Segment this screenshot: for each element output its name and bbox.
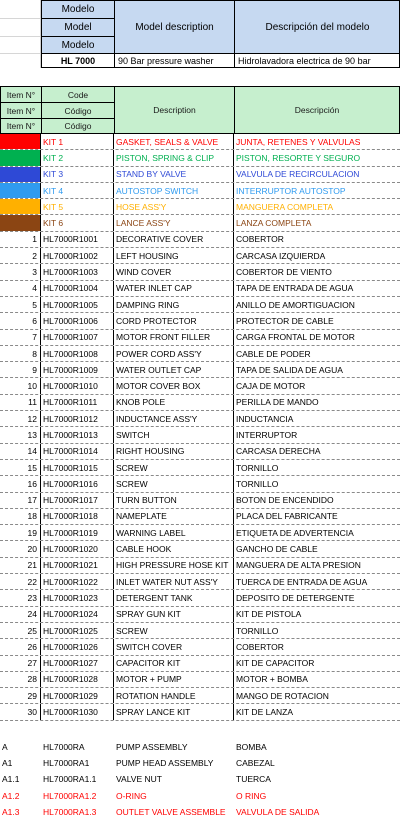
item-no-header: Item N° (0, 86, 42, 103)
assembly-code: HL7000RA1.1 (43, 774, 97, 785)
item-number: 9 (0, 362, 41, 377)
table-row (0, 558, 400, 574)
kit-item-cell (0, 183, 41, 198)
part-description-es: TAPA DE ENTRADA DE AGUA (236, 283, 354, 294)
assembly-code: HL7000RA (43, 741, 85, 752)
model-description-es-header: Descripción del modelo (265, 22, 370, 33)
spacer-row (0, 721, 400, 739)
table-row (0, 232, 400, 248)
part-description-es: KIT DE CAPACITOR (236, 658, 315, 669)
column-header (0, 86, 400, 134)
table-row (0, 281, 400, 297)
kit-description-es: PISTON, RESORTE Y SEGURO (236, 152, 361, 163)
table-row (0, 541, 400, 557)
part-code: HL7000R1008 (41, 346, 114, 361)
part-code: HL7000R1013 (41, 427, 114, 442)
part-description-en: CAPACITOR KIT (114, 656, 234, 671)
part-description-en: WATER OUTLET CAP (114, 362, 234, 377)
assembly-row (0, 755, 400, 771)
item-number: 13 (0, 427, 41, 442)
part-description-en: RIGHT HOUSING (114, 444, 234, 459)
kit-code: KIT 2 (41, 150, 114, 165)
table-row (0, 623, 400, 639)
part-description-en: INDUCTANCE ASS'Y (114, 411, 234, 426)
part-description-es: TORNILLO (236, 462, 279, 473)
kit-code: KIT 1 (41, 134, 114, 149)
item-number: 5 (0, 297, 41, 312)
part-description-es: CARCASA DERECHA (236, 446, 321, 457)
kit-description-en: STAND BY VALVE (114, 167, 234, 182)
part-description-es: PROTECTOR DE CABLE (236, 315, 334, 326)
part-code: HL7000R1021 (41, 558, 114, 573)
part-code: HL7000R1023 (41, 590, 114, 605)
part-code: HL7000R1025 (41, 623, 114, 638)
part-description-es: COBERTOR DE VIENTO (236, 267, 332, 278)
assembly-code: HL7000RA1.3 (43, 807, 97, 818)
part-description-es: BOTON DE ENCENDIDO (236, 495, 334, 506)
table-row (0, 509, 400, 525)
table-row (0, 362, 400, 378)
part-description-en: ROTATION HANDLE (114, 688, 234, 703)
assembly-row (0, 771, 400, 787)
item-number: 26 (0, 639, 41, 654)
assembly-item: A1 (2, 758, 13, 769)
item-number: 21 (0, 558, 41, 573)
item-number: 19 (0, 525, 41, 540)
part-code: HL7000R1030 (41, 704, 114, 719)
item-no-header: Item N° (0, 102, 42, 119)
part-code: HL7000R1009 (41, 362, 114, 377)
assembly-row (0, 804, 400, 820)
kit-item-cell (0, 150, 41, 165)
kit-code: KIT 5 (41, 199, 114, 214)
part-description-en: MOTOR COVER BOX (114, 378, 234, 393)
item-number: 30 (0, 704, 41, 719)
part-description-en: WIND COVER (114, 264, 234, 279)
item-number: 15 (0, 460, 41, 475)
part-description-en: MOTOR FRONT FILLER (114, 330, 234, 345)
model-label: Model (42, 19, 115, 37)
part-code: HL7000R1026 (41, 639, 114, 654)
kit-row (0, 183, 400, 199)
assembly-description-es: O RING (236, 790, 267, 801)
item-number: 8 (0, 346, 41, 361)
table-row (0, 411, 400, 427)
kit-row (0, 199, 400, 215)
part-description-en: CORD PROTECTOR (114, 313, 234, 328)
assembly-code: HL7000RA1.2 (43, 790, 97, 801)
item-number: 2 (0, 248, 41, 263)
item-number: 29 (0, 688, 41, 703)
kit-description-en: HOSE ASS'Y (114, 199, 234, 214)
part-description-en: SCREW (114, 623, 234, 638)
part-code: HL7000R1012 (41, 411, 114, 426)
part-code: HL7000R1005 (41, 297, 114, 312)
item-number: 18 (0, 509, 41, 524)
assembly-description-es: CABEZAL (236, 758, 275, 769)
assembly-item: A1.1 (2, 774, 20, 785)
code-header: Código (41, 102, 115, 119)
part-description-es: INTERRUPTOR (236, 429, 298, 440)
item-number: 7 (0, 330, 41, 345)
item-number: 10 (0, 378, 41, 393)
part-code: HL7000R1027 (41, 656, 114, 671)
part-description-es: INDUCTANCIA (236, 413, 294, 424)
part-description-es: CARCASA IZQUIERDA (236, 250, 326, 261)
kit-row (0, 167, 400, 183)
item-number: 20 (0, 541, 41, 556)
assembly-description-en: OUTLET VALVE ASSEMBLE (116, 807, 226, 818)
part-code: HL7000R1022 (41, 574, 114, 589)
item-number: 3 (0, 264, 41, 279)
kit-row (0, 215, 400, 231)
table-row (0, 590, 400, 606)
item-number: 22 (0, 574, 41, 589)
table-row (0, 688, 400, 704)
kit-description-es: LANZA COMPLETA (236, 218, 312, 229)
assembly-description-en: O-RING (116, 790, 147, 801)
table-row (0, 313, 400, 329)
model-label: Modelo (42, 37, 115, 54)
table-row (0, 297, 400, 313)
kit-description-en: GASKET, SEALS & VALVE (114, 134, 234, 149)
table-row (0, 444, 400, 460)
assembly-description-en: PUMP HEAD ASSEMBLY (116, 758, 214, 769)
part-description-es: GANCHO DE CABLE (236, 544, 318, 555)
part-description-es: DEPOSITO DE DETERGENTE (236, 592, 355, 603)
model-label: Modelo (42, 1, 115, 19)
item-number: 17 (0, 493, 41, 508)
part-code: HL7000R1018 (41, 509, 114, 524)
table-row (0, 427, 400, 443)
table-row (0, 330, 400, 346)
part-code: HL7000R1017 (41, 493, 114, 508)
part-description-en: SCREW (114, 476, 234, 491)
item-number: 4 (0, 281, 41, 296)
parts-table (0, 134, 400, 820)
part-description-es: TUERCA DE ENTRADA DE AGUA (236, 576, 368, 587)
assembly-item: A (2, 741, 8, 752)
table-row (0, 574, 400, 590)
part-description-en: SWITCH COVER (114, 639, 234, 654)
part-description-es: PLACA DEL FABRICANTE (236, 511, 338, 522)
table-row (0, 672, 400, 688)
kit-description-es: MANGUERA COMPLETA (236, 201, 334, 212)
kit-row (0, 150, 400, 166)
part-description-en: SCREW (114, 460, 234, 475)
table-row (0, 248, 400, 264)
assembly-description-es: BOMBA (236, 741, 267, 752)
part-code: HL7000R1011 (41, 395, 114, 410)
part-description-en: SPRAY LANCE KIT (114, 704, 234, 719)
code-header: Code (41, 86, 115, 103)
part-description-en: WATER INLET CAP (114, 281, 234, 296)
part-description-es: CAJA DE MOTOR (236, 381, 306, 392)
part-description-en: NAMEPLATE (114, 509, 234, 524)
model-header-box (41, 0, 400, 54)
table-row (0, 395, 400, 411)
part-code: HL7000R1020 (41, 541, 114, 556)
part-description-es: MANGUERA DE ALTA PRESION (236, 560, 361, 571)
part-description-es: MOTOR + BOMBA (236, 674, 308, 685)
descripcion-header: Descripción (234, 86, 400, 134)
part-description-es: ANILLO DE AMORTIGUACION (236, 299, 355, 310)
part-description-en: SWITCH (114, 427, 234, 442)
part-description-es: TORNILLO (236, 478, 279, 489)
part-description-en: KNOB POLE (114, 395, 234, 410)
part-code: HL7000R1016 (41, 476, 114, 491)
part-code: HL7000R1014 (41, 444, 114, 459)
item-number: 27 (0, 656, 41, 671)
part-description-en: WARNING LABEL (114, 525, 234, 540)
part-code: HL7000R1015 (41, 460, 114, 475)
table-row (0, 476, 400, 492)
part-description-es: CABLE DE PODER (236, 348, 311, 359)
item-number: 12 (0, 411, 41, 426)
item-number: 25 (0, 623, 41, 638)
model-value: HL 7000 (42, 54, 115, 67)
part-description-en: POWER CORD ASS'Y (114, 346, 234, 361)
table-row (0, 264, 400, 280)
kit-item-cell (0, 134, 41, 149)
part-code: HL7000R1010 (41, 378, 114, 393)
part-description-es: TORNILLO (236, 625, 279, 636)
part-code: HL7000R1003 (41, 264, 114, 279)
part-code: HL7000R1002 (41, 248, 114, 263)
kit-row (0, 134, 400, 150)
part-description-es: KIT DE PISTOLA (236, 609, 302, 620)
part-description-en: CABLE HOOK (114, 541, 234, 556)
kit-description-en: LANCE ASS'Y (114, 215, 234, 230)
part-code: HL7000R1024 (41, 607, 114, 622)
assembly-item: A1.2 (2, 790, 20, 801)
code-header: Código (41, 118, 115, 134)
part-description-es: MANGO DE ROTACION (236, 690, 329, 701)
item-no-header: Item N° (0, 118, 42, 134)
part-description-en: INLET WATER NUT ASS'Y (114, 574, 234, 589)
part-code: HL7000R1029 (41, 688, 114, 703)
assembly-row (0, 739, 400, 755)
part-code: HL7000R1001 (41, 232, 114, 247)
kit-item-cell (0, 199, 41, 214)
part-description-en: DECORATIVE COVER (114, 232, 234, 247)
kit-code: KIT 3 (41, 167, 114, 182)
header-margin-column (0, 0, 41, 68)
assembly-row (0, 788, 400, 804)
assembly-item: A1.3 (2, 807, 20, 818)
part-description-es: COBERTOR (236, 234, 284, 245)
part-description-en: TURN BUTTON (114, 493, 234, 508)
description-header: Description (114, 86, 235, 134)
part-description-en: DAMPING RING (114, 297, 234, 312)
item-number: 1 (0, 232, 41, 247)
part-code: HL7000R1028 (41, 672, 114, 687)
assembly-description-en: VALVE NUT (116, 774, 162, 785)
part-description-en: DETERGENT TANK (114, 590, 234, 605)
kit-item-cell (0, 215, 41, 230)
table-row (0, 639, 400, 655)
model-description-en-header: Model description (115, 1, 235, 54)
table-row (0, 378, 400, 394)
part-description-es: PERILLA DE MANDO (236, 397, 319, 408)
table-row (0, 525, 400, 541)
kit-description-es: JUNTA, RETENES Y VALVULAS (236, 136, 361, 147)
kit-code: KIT 6 (41, 215, 114, 230)
table-row (0, 704, 400, 720)
part-description-es: COBERTOR (236, 641, 284, 652)
item-number: 16 (0, 476, 41, 491)
kit-item-cell (0, 167, 41, 182)
table-row (0, 656, 400, 672)
kit-description-en: AUTOSTOP SWITCH (114, 183, 234, 198)
model-desc-es-value: Hidrolavadora electrica de 90 bar (238, 55, 371, 66)
table-row (0, 607, 400, 623)
item-number: 11 (0, 395, 41, 410)
kit-description-es: INTERRUPTOR AUTOSTOP (236, 185, 346, 196)
part-code: HL7000R1006 (41, 313, 114, 328)
item-number: 14 (0, 444, 41, 459)
item-number: 6 (0, 313, 41, 328)
table-row (0, 346, 400, 362)
part-description-en: SPRAY GUN KIT (114, 607, 234, 622)
part-code: HL7000R1004 (41, 281, 114, 296)
assembly-description-es: TUERCA (236, 774, 271, 785)
kit-code: KIT 4 (41, 183, 114, 198)
part-code: HL7000R1007 (41, 330, 114, 345)
assembly-description-en: PUMP ASSEMBLY (116, 741, 188, 752)
part-description-es: TAPA DE SALIDA DE AGUA (236, 364, 343, 375)
model-header (0, 0, 400, 68)
table-row (0, 460, 400, 476)
table-row (0, 493, 400, 509)
kit-description-en: PISTON, SPRING & CLIP (114, 150, 234, 165)
assembly-code: HL7000RA1 (43, 758, 90, 769)
part-description-en: MOTOR + PUMP (114, 672, 234, 687)
item-number: 24 (0, 607, 41, 622)
assembly-description-es: VALVULA DE SALIDA (236, 807, 320, 818)
part-description-es: ETIQUETA DE ADVERTENCIA (236, 527, 354, 538)
part-code: HL7000R1019 (41, 525, 114, 540)
part-description-es: KIT DE LANZA (236, 707, 293, 718)
part-description-es: CARGA FRONTAL DE MOTOR (236, 332, 355, 343)
part-description-en: HIGH PRESSURE HOSE KIT (114, 558, 234, 573)
item-number: 23 (0, 590, 41, 605)
part-description-en: LEFT HOUSING (114, 248, 234, 263)
model-desc-en-value: 90 Bar pressure washer (115, 54, 235, 67)
model-value-row (41, 54, 400, 68)
kit-description-es: VALVULA DE RECIRCULACION (236, 169, 360, 180)
item-number: 28 (0, 672, 41, 687)
